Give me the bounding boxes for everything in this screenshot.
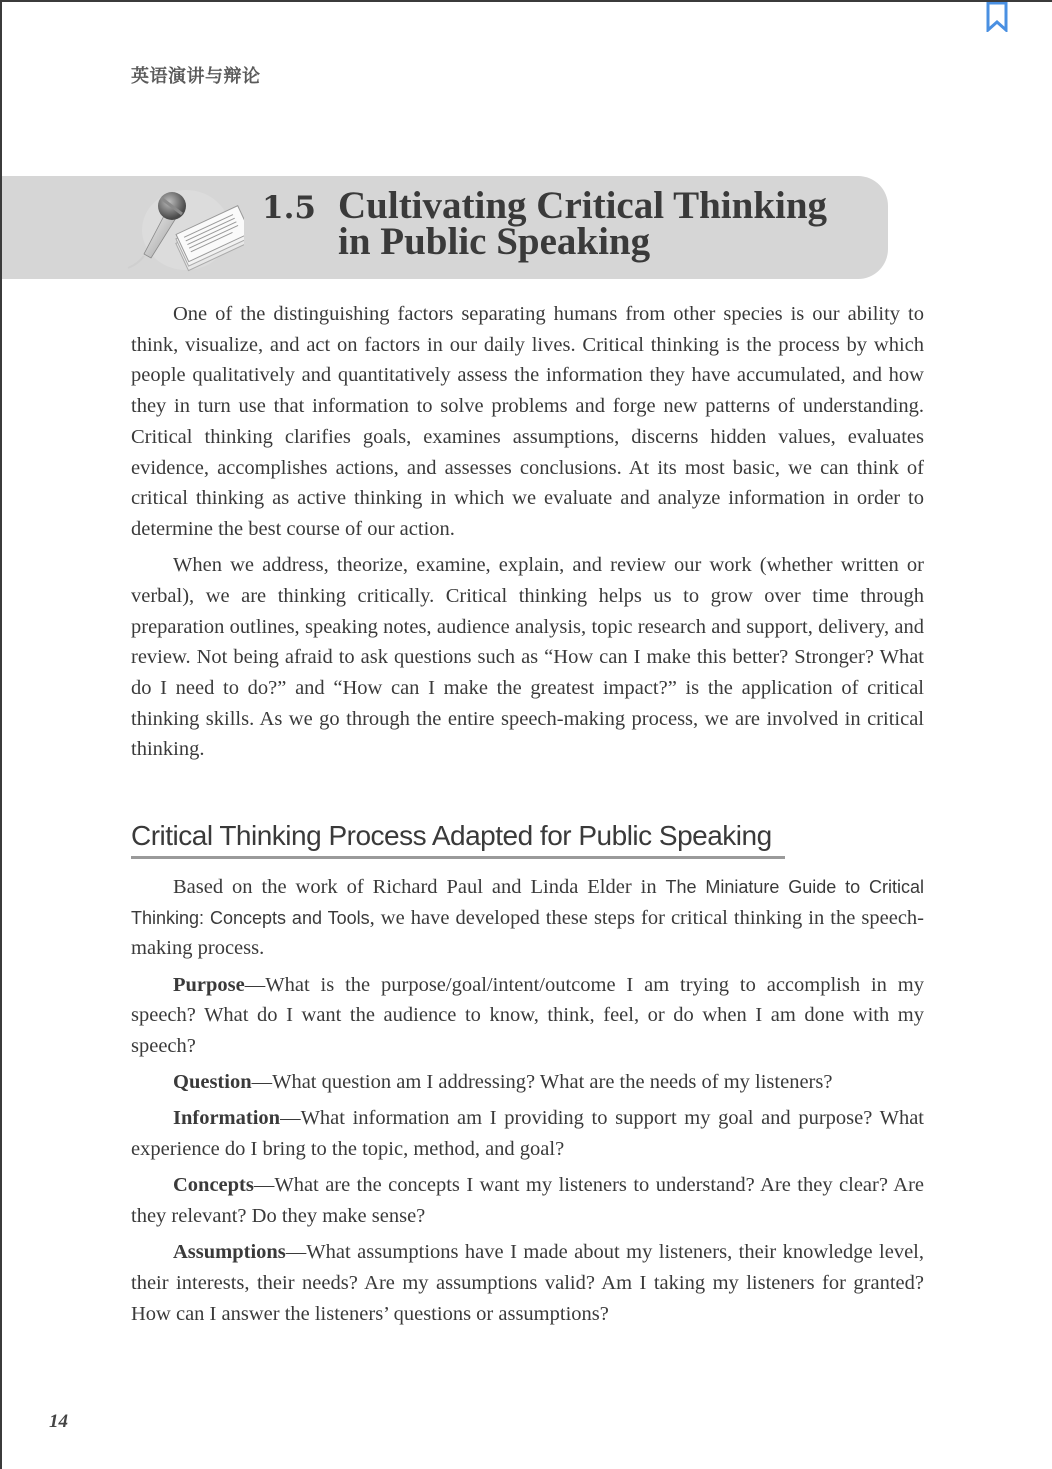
section-title-line-1: Cultivating Critical Thinking — [338, 184, 828, 227]
microphone-with-papers-icon — [124, 188, 244, 276]
step-purpose — [131, 970, 924, 1062]
subsection-heading: Critical Thinking Process Adapted for Public Speaking — [131, 820, 772, 851]
step-description: —What information am I providing to support my goal and purpose? What experience do I bring to the topic, method, and goal? — [131, 1107, 924, 1161]
step-term: Concepts — [173, 1174, 254, 1197]
lead-text-before: Based on the work of Richard Paul and Linda Elder in — [173, 876, 666, 898]
subsection-lead-paragraph — [131, 872, 924, 964]
step-information — [131, 1103, 924, 1164]
step-description: —What is the purpose/goal/intent/outcome I am trying to accomplish in my speech? What do I want the audience to know, think, feel, or do when I am done with my speech? — [131, 973, 924, 1058]
bookmark-icon[interactable] — [984, 2, 1010, 32]
section-title-line-2: in Public Speaking — [338, 220, 651, 263]
step-question — [131, 1067, 924, 1098]
step-description: —What question am I addressing? What are the needs of my listeners? — [251, 1071, 833, 1094]
step-term: Assumptions — [173, 1241, 286, 1264]
step-description: —What assumptions have I made about my listeners, their knowledge level, their interests, their needs? Are my assumptions valid? Am I taking my listeners for granted? How can I answer the listeners’ questions or assumptions? — [131, 1241, 924, 1325]
page-number: 14 — [49, 1411, 68, 1432]
step-assumptions — [131, 1237, 924, 1329]
viewer-frame-top-edge — [0, 0, 1052, 2]
intro-paragraph-2: When we address, theorize, examine, explain, and review our work (whether written or verbal), we are thinking critically. Critical thinking helps us to grow over time through preparation outlines, speaking notes, audience analysis, topic research and support, delivery, and review. Not being afraid to ask questions such as “How can I make this better? Stronger? What do I need to do?” and “How can I make the greatest impact?” is the application of critical thinking skills. As we go through the entire speech-making process, we are involved in critical thinking. — [131, 554, 924, 761]
step-term: Information — [173, 1107, 281, 1130]
running-head-title: 英语演讲与辩论 — [131, 66, 261, 87]
book-title: The Miniature Guide to Critical Thinking: Concepts and Tools — [131, 877, 924, 928]
subsection-heading-underline — [131, 856, 785, 859]
intro-text — [131, 299, 924, 771]
intro-paragraph-1: One of the distinguishing factors separating humans from other species is our ability to think, visualize, and act on factors in our daily lives. Critical thinking is the process by which people qualitatively and quantitatively assess the information they have accumulated, and how they in turn use that information to solve problems and forge new patterns of understanding. Critical thinking clarifies goals, examines assumptions, discerns hidden values, evaluates evidence, accomplishes actions, and assesses conclusions. At its most basic, we can think of critical thinking as active thinking in which we evaluate and analyze information in order to determine the best course of our action. — [131, 303, 924, 540]
step-term: Question — [173, 1071, 252, 1094]
section-number: 1.5 — [262, 190, 316, 226]
lead-text-after: , we have developed these steps for critical thinking in the speech-making process. — [131, 906, 924, 960]
step-description: —What are the concepts I want my listeners to understand? Are they clear? Are they relevant? Do they make sense? — [131, 1174, 924, 1228]
section-title — [338, 184, 883, 263]
step-term: Purpose — [173, 973, 245, 996]
step-concepts — [131, 1170, 924, 1231]
subsection-text — [131, 872, 924, 1335]
